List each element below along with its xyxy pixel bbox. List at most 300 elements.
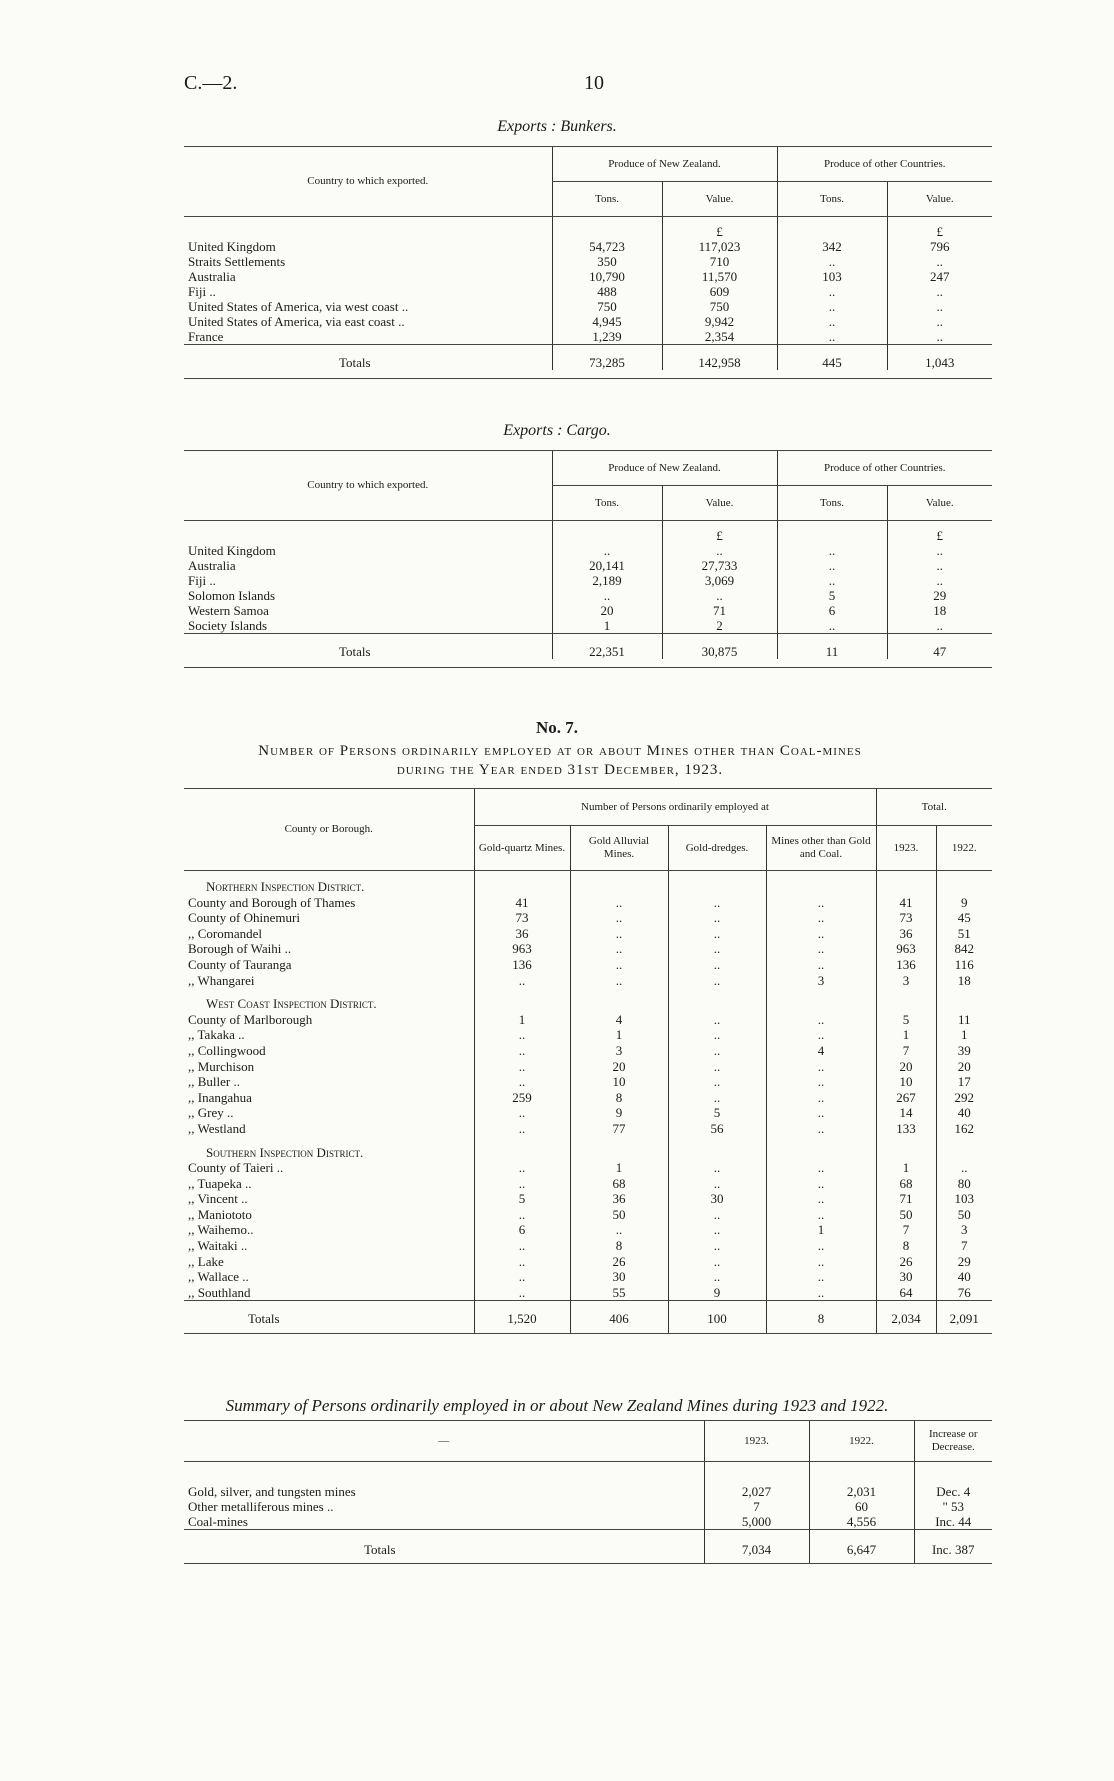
spacer [766,871,876,895]
gold-dredges-cell: .. [668,957,766,973]
total-1922-cell: 76 [936,1285,992,1301]
total-1922-cell: 45 [936,910,992,926]
other-mines-cell: .. [766,1090,876,1106]
county-name: ,, Grey .. [188,1105,234,1121]
table-row [184,1285,992,1301]
total-1923-cell: 7 [876,1222,936,1238]
pound-sign: £ [662,217,777,240]
nz-value-cell: 3,069 [662,573,777,588]
table-row [184,1043,992,1059]
gold-quartz-cell: .. [474,1074,570,1090]
table-row [184,1090,992,1106]
gold-alluvial-cell: .. [570,973,668,989]
country-column-header: Country to which exported. [184,147,552,217]
total-1923-cell: 8 [876,1238,936,1254]
spacer [184,1462,704,1485]
table-row [184,1121,992,1137]
gold-dredges-cell: .. [668,1269,766,1285]
spacer [184,370,552,379]
other-value-cell: .. [887,573,992,588]
county-name: County and Borough of Thames [188,894,356,910]
table-row [184,573,992,588]
other-value-cell: .. [887,543,992,558]
country-column-header: Country to which exported. [184,451,552,521]
other-mines-cell: .. [766,1191,876,1207]
gold-alluvial-cell: 77 [570,1121,668,1137]
pound-sign: £ [662,521,777,544]
district-heading: Southern Inspection District. [206,1144,364,1160]
bottom-rule [184,659,992,668]
total-1922-cell: 103 [936,1191,992,1207]
district-row [184,871,992,895]
other-mines-cell: 1 [766,1222,876,1238]
total-1923-cell: 5 [876,1012,936,1028]
gold-quartz-cell: .. [474,1043,570,1059]
nz-value-header: Value. [662,182,777,217]
cargo-caption: Exports : Cargo. [503,422,611,439]
total-1923-cell: 30 [876,1269,936,1285]
district-row [184,988,992,1012]
summary-1922-cell: 4,556 [809,1514,914,1530]
table-title [180,742,940,780]
bottom-rule [184,370,992,379]
other-tons-cell: .. [777,284,887,299]
table-row [184,299,992,314]
gold-alluvial-cell: 1 [570,1160,668,1176]
gold-dredges-cell: .. [668,926,766,942]
nz-tons-cell: 2,189 [552,573,662,588]
gold-alluvial-cell: .. [570,910,668,926]
other-value-cell: .. [887,254,992,269]
total-1922-cell: 11 [936,1012,992,1028]
total-1922-cell: .. [936,1160,992,1176]
other-value-cell: .. [887,558,992,573]
total-1922-cell: 29 [936,1254,992,1270]
spacer [662,659,777,668]
total-1923-cell: 26 [876,1254,936,1270]
spacer [887,370,992,379]
spacer [704,1462,809,1485]
table-row [184,314,992,329]
gold-dredges-cell: 5 [668,1105,766,1121]
total-1922-cell: 162 [936,1121,992,1137]
gold-dredges-cell: .. [668,1160,766,1176]
other-value-cell: .. [887,284,992,299]
gold-alluvial-total: 406 [570,1301,668,1334]
total-1923-cell: 50 [876,1207,936,1223]
spacer [766,988,876,1012]
gold-dredges-cell: .. [668,1238,766,1254]
nz-value-total: 142,958 [662,345,777,371]
table-row [184,329,992,345]
spacer [570,988,668,1012]
gold-quartz-cell: .. [474,1207,570,1223]
gold-alluvial-header: Gold Alluvial Mines. [570,826,668,871]
summary-change-total: Inc. 387 [914,1530,992,1564]
total-1922-cell: 842 [936,941,992,957]
total-1923-sum: 2,034 [876,1301,936,1334]
cargo-table [184,450,992,668]
summary-1923-cell: 5,000 [704,1514,809,1530]
employed-group-header: Number of Persons ordinarily employed at [474,789,876,826]
county-name: ,, Wallace .. [188,1269,249,1285]
county-name: ,, Inangahua [188,1089,252,1105]
county-column-header: County or Borough. [184,789,474,871]
other-tons-cell: .. [777,618,887,634]
spacer [184,521,552,544]
totals-label: Totals [184,1530,704,1564]
other-value-header: Value. [887,182,992,217]
gold-alluvial-cell: 55 [570,1285,668,1301]
total-1922-cell: 50 [936,1207,992,1223]
totals-label: Totals [184,1301,474,1334]
other-value-header: Value. [887,486,992,521]
county-name: County of Taieri .. [188,1160,284,1176]
nz-tons-cell: .. [552,543,662,558]
gold-dredges-cell: .. [668,1090,766,1106]
gold-alluvial-cell: 1 [570,1027,668,1043]
spacer [936,988,992,1012]
persons-employed-table [184,788,992,1334]
table-row [184,588,992,603]
nz-value-cell: 27,733 [662,558,777,573]
other-mines-cell: .. [766,1285,876,1301]
gold-dredges-header: Gold-dredges. [668,826,766,871]
county-name: ,, Takaka .. [188,1027,245,1043]
other-tons-header: Tons. [777,182,887,217]
nz-produce-header: Produce of New Zealand. [552,147,777,182]
country-name: Western Samoa [188,603,269,618]
gold-dredges-cell: .. [668,1254,766,1270]
table-row [184,957,992,973]
gold-alluvial-cell: .. [570,895,668,911]
other-value-cell: .. [887,618,992,634]
total-1923-cell: 136 [876,957,936,973]
summary-change-cell: " 53 [914,1499,992,1514]
gold-dredges-cell: .. [668,973,766,989]
table-row [184,1027,992,1043]
other-mines-cell: .. [766,926,876,942]
county-name: County of Marlborough [188,1011,313,1027]
country-name: Solomon Islands [188,588,276,603]
total-group-header: Total. [876,789,992,826]
spacer [876,871,936,895]
totals-row [184,1301,992,1334]
pound-sign: £ [887,217,992,240]
spacer [662,370,777,379]
country-name: United Kingdom [188,543,276,558]
mine-category: Gold, silver, and tungsten mines [188,1484,356,1499]
summary-1922-total: 6,647 [809,1530,914,1564]
other-mines-cell: .. [766,910,876,926]
other-mines-cell: .. [766,1238,876,1254]
county-name: County of Tauranga [188,956,292,972]
gold-dredges-cell: .. [668,1043,766,1059]
summary-1923-header: 1923. [704,1421,809,1462]
nz-tons-cell: 20 [552,603,662,618]
county-name: County of Ohinemuri [188,910,300,926]
bunkers-caption: Exports : Bunkers. [497,118,617,135]
other-mines-header: Mines other than Gold and Coal. [766,826,876,871]
nz-tons-cell: 20,141 [552,558,662,573]
bunkers-table [184,146,992,379]
spacer [552,370,662,379]
table-row [184,603,992,618]
nz-tons-cell: 350 [552,254,662,269]
other-tons-cell: .. [777,543,887,558]
gold-alluvial-cell: .. [570,1222,668,1238]
table-row [184,543,992,558]
table-row [184,1269,992,1285]
gold-dredges-cell: .. [668,1222,766,1238]
county-name: ,, Waihemo.. [188,1222,254,1238]
gold-dredges-total: 100 [668,1301,766,1334]
gold-quartz-cell: .. [474,1254,570,1270]
country-name: Fiji .. [188,284,216,299]
gold-dredges-cell: .. [668,1012,766,1028]
county-name: ,, Maniototo [188,1206,252,1222]
total-1922-cell: 17 [936,1074,992,1090]
gold-dredges-cell: .. [668,941,766,957]
gold-quartz-cell: .. [474,1105,570,1121]
table-row [184,1012,992,1028]
gold-quartz-cell: 36 [474,926,570,942]
nz-value-header: Value. [662,486,777,521]
other-mines-cell: .. [766,1269,876,1285]
gold-alluvial-cell: 50 [570,1207,668,1223]
gold-quartz-cell: .. [474,1160,570,1176]
gold-dredges-cell: .. [668,1027,766,1043]
spacer [876,988,936,1012]
nz-tons-cell: 4,945 [552,314,662,329]
total-1922-cell: 7 [936,1238,992,1254]
spacer [777,659,887,668]
total-1923-cell: 14 [876,1105,936,1121]
spacer [552,521,662,544]
nz-value-total: 30,875 [662,634,777,660]
other-mines-cell: 4 [766,1043,876,1059]
country-name: Straits Settlements [188,254,286,269]
nz-value-cell: 750 [662,299,777,314]
county-name: ,, Lake [188,1253,224,1269]
gold-dredges-cell: 56 [668,1121,766,1137]
table-row [184,973,992,989]
total-1923-cell: 36 [876,926,936,942]
total-1923-header: 1923. [876,826,936,871]
table-row [184,1160,992,1176]
total-1923-cell: 71 [876,1191,936,1207]
gold-dredges-cell: .. [668,1074,766,1090]
other-mines-cell: .. [766,895,876,911]
gold-dredges-cell: 30 [668,1191,766,1207]
other-tons-total: 11 [777,634,887,660]
total-1922-cell: 20 [936,1059,992,1075]
table-row [184,1207,992,1223]
county-name: ,, Westland [188,1120,246,1136]
gold-quartz-cell: 259 [474,1090,570,1106]
totals-label: Totals [184,634,552,660]
other-value-total: 1,043 [887,345,992,371]
other-tons-cell: .. [777,558,887,573]
other-value-cell: 247 [887,269,992,284]
total-1923-cell: 68 [876,1176,936,1192]
other-mines-cell: .. [766,1160,876,1176]
other-mines-cell: .. [766,1121,876,1137]
total-1923-cell: 267 [876,1090,936,1106]
gold-alluvial-cell: 8 [570,1238,668,1254]
total-1922-cell: 9 [936,895,992,911]
spacer [766,1137,876,1161]
gold-alluvial-cell: 68 [570,1176,668,1192]
total-1923-cell: 3 [876,973,936,989]
table-row [184,558,992,573]
summary-category-header: — [184,1421,704,1462]
county-name: ,, Tuapeka .. [188,1175,252,1191]
table-row [184,1484,992,1499]
total-1923-cell: 73 [876,910,936,926]
gold-quartz-cell: .. [474,1269,570,1285]
table-row [184,1238,992,1254]
total-1923-cell: 10 [876,1074,936,1090]
other-mines-cell: .. [766,941,876,957]
other-value-cell: .. [887,299,992,314]
total-1922-cell: 18 [936,973,992,989]
spacer [570,1137,668,1161]
district-heading: West Coast Inspection District. [206,996,377,1012]
total-1923-cell: 133 [876,1121,936,1137]
county-name: ,, Waitaki .. [188,1238,248,1254]
spacer [184,659,552,668]
other-value-cell: 29 [887,588,992,603]
nz-tons-cell: 1,239 [552,329,662,345]
other-tons-cell: 342 [777,239,887,254]
spacer [936,871,992,895]
county-name: Borough of Waihi .. [188,941,292,957]
page-number: 10 [584,72,604,94]
summary-1922-cell: 60 [809,1499,914,1514]
table-row [184,1074,992,1090]
district-heading: Northern Inspection District. [206,879,365,894]
table-number: No. 7. [535,718,579,737]
other-mines-cell: .. [766,1012,876,1028]
total-1923-cell: 1 [876,1027,936,1043]
nz-tons-header: Tons. [552,182,662,217]
gold-alluvial-cell: .. [570,926,668,942]
other-value-cell: .. [887,314,992,329]
nz-value-cell: 71 [662,603,777,618]
other-mines-cell: .. [766,1074,876,1090]
other-mines-cell: .. [766,1059,876,1075]
spacer [474,1137,570,1161]
total-1922-cell: 80 [936,1176,992,1192]
currency-row [184,217,992,240]
nz-value-cell: 9,942 [662,314,777,329]
currency-row [184,521,992,544]
other-tons-cell: .. [777,299,887,314]
other-mines-cell: 3 [766,973,876,989]
summary-change-cell: Inc. 44 [914,1514,992,1530]
nz-value-cell: 11,570 [662,269,777,284]
total-1922-sum: 2,091 [936,1301,992,1334]
country-name: United Kingdom [188,239,276,254]
gold-dredges-cell: .. [668,895,766,911]
county-name: ,, Collingwood [188,1042,266,1058]
total-1922-header: 1922. [936,826,992,871]
table-row [184,618,992,634]
table-title-line-2: during the Year ended 31st December, 1923. [396,762,724,778]
other-value-total: 47 [887,634,992,660]
gold-quartz-cell: .. [474,1238,570,1254]
spacer [887,659,992,668]
total-1922-cell: 40 [936,1105,992,1121]
page-reference: C.—2. [184,72,238,94]
other-tons-total: 445 [777,345,887,371]
total-1922-cell: 116 [936,957,992,973]
other-produce-header: Produce of other Countries. [777,451,992,486]
mine-category: Coal-mines [188,1514,248,1529]
summary-1922-cell: 2,031 [809,1484,914,1499]
district-row [184,1137,992,1161]
gold-alluvial-cell: 30 [570,1269,668,1285]
county-name: ,, Murchison [188,1058,255,1074]
country-name: France [188,329,224,344]
gold-alluvial-cell: 20 [570,1059,668,1075]
total-1922-cell: 39 [936,1043,992,1059]
other-value-cell: 18 [887,603,992,618]
country-name: Fiji .. [188,573,216,588]
other-value-cell: .. [887,329,992,345]
county-name: ,, Whangarei [188,972,255,988]
spacer [876,1137,936,1161]
table-row [184,254,992,269]
total-1923-cell: 963 [876,941,936,957]
summary-1922-header: 1922. [809,1421,914,1462]
total-1923-cell: 20 [876,1059,936,1075]
gold-dredges-cell: 9 [668,1285,766,1301]
gold-dredges-cell: .. [668,1059,766,1075]
gold-quartz-cell: 963 [474,941,570,957]
totals-row [184,634,992,660]
gold-alluvial-cell: 3 [570,1043,668,1059]
other-mines-cell: .. [766,1176,876,1192]
other-tons-cell: 5 [777,588,887,603]
county-name: ,, Vincent .. [188,1191,248,1207]
other-mines-total: 8 [766,1301,876,1334]
gold-quartz-cell: .. [474,1285,570,1301]
gold-quartz-total: 1,520 [474,1301,570,1334]
totals-row [184,1530,992,1564]
gold-quartz-cell: .. [474,973,570,989]
other-tons-cell: .. [777,314,887,329]
nz-tons-cell: 750 [552,299,662,314]
nz-value-cell: 117,023 [662,239,777,254]
total-1922-cell: 40 [936,1269,992,1285]
summary-caption: Summary of Persons ordinarily employed in or about New Zealand Mines during 1923 and 1922. [225,1396,889,1415]
summary-1923-cell: 2,027 [704,1484,809,1499]
spacer [668,1137,766,1161]
table-row [184,269,992,284]
spacer [777,521,887,544]
nz-tons-total: 22,351 [552,634,662,660]
gold-quartz-cell: .. [474,1059,570,1075]
nz-value-cell: 2 [662,618,777,634]
nz-tons-cell: 10,790 [552,269,662,284]
table-row [184,1105,992,1121]
other-mines-cell: .. [766,1207,876,1223]
spacer-row [184,1462,992,1485]
gold-quartz-cell: 73 [474,910,570,926]
table-row [184,1059,992,1075]
